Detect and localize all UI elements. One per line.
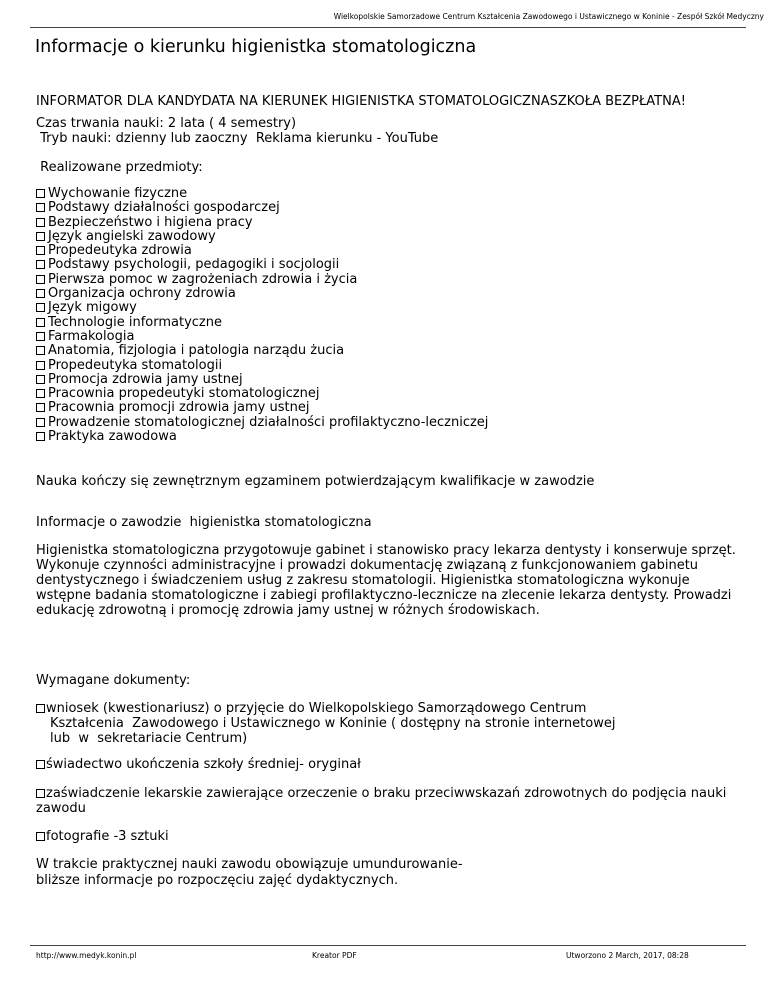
checkbox-icon (36, 704, 45, 713)
footer-generator: Kreator PDF (312, 951, 357, 960)
checkbox-icon (36, 189, 45, 198)
list-item: Farmakologia (36, 330, 488, 344)
exam-note: Nauka kończy się zewnętrznym egzaminem potwierdzającym kwalifikacje w zawodzie (36, 474, 595, 489)
checkbox-icon (36, 303, 45, 312)
checkbox-icon (36, 361, 45, 370)
profession-heading: Informacje o zawodzie higienistka stomatologiczna (36, 515, 372, 530)
list-item: Promocja zdrowia jamy ustnej (36, 373, 488, 387)
list-item: Propedeutyka zdrowia (36, 244, 488, 258)
list-item: fotografie -3 sztuki (36, 829, 169, 844)
checkbox-icon (36, 275, 45, 284)
checkbox-icon (36, 432, 45, 441)
checkbox-icon (36, 332, 45, 341)
checkbox-icon (36, 403, 45, 412)
checkbox-icon (36, 218, 45, 227)
checkbox-icon (36, 375, 45, 384)
list-item: Technologie informatyczne (36, 316, 488, 330)
list-item: Podstawy psychologii, pedagogiki i socjologii (36, 258, 488, 272)
footer-url[interactable]: http://www.medyk.konin.pl (36, 951, 137, 960)
list-item: Pierwsza pomoc w zagrożeniach zdrowia i życia (36, 273, 488, 287)
subjects-heading: Realizowane przedmioty: (36, 160, 203, 175)
list-item: Anatomia, fizjologia i patologia narządu żucia (36, 344, 488, 358)
checkbox-icon (36, 789, 45, 798)
uniform-note-line2: bliższe informacje po rozpoczęciu zajęć dydaktycznych. (36, 873, 399, 888)
list-item: Organizacja ochrony zdrowia (36, 287, 488, 301)
study-mode-text: Tryb nauki: dzienny lub zaoczny Reklama kierunku - YouTube (36, 131, 439, 146)
checkbox-icon (36, 832, 45, 841)
uniform-note-line1: W trakcie praktycznej nauki zawodu obowiązuje umundurowanie- (36, 857, 463, 872)
documents-heading: Wymagane dokumenty: (36, 673, 191, 688)
checkbox-icon (36, 389, 45, 398)
footer-divider (30, 945, 746, 946)
list-item: Prowadzenie stomatologicznej działalności profilaktyczno-leczniczej (36, 416, 488, 430)
list-item: Język migowy (36, 301, 488, 315)
list-item: Propedeutyka stomatologii (36, 359, 488, 373)
footer-created-date: Utworzono 2 March, 2017, 08:28 (566, 951, 689, 960)
page-title: Informacje o kierunku higienistka stomatologiczna (35, 37, 477, 57)
checkbox-icon (36, 318, 45, 327)
list-item: Praktyka zawodowa (36, 430, 488, 444)
checkbox-icon (36, 418, 45, 427)
subjects-list (36, 187, 488, 444)
list-item: Wychowanie fizyczne (36, 187, 488, 201)
list-item: Bezpieczeństwo i higiena pracy (36, 216, 488, 230)
page-header: Wielkopolskie Samorzadowe Centrum Kształcenia Zawodowego i Ustawicznego w Koninie - Zespół Szkół Medyczny (333, 12, 764, 21)
intro-headline: INFORMATOR DLA KANDYDATA NA KIERUNEK HIGIENISTKA STOMATOLOGICZNASZKOŁA BEZPŁATNA! (36, 94, 686, 109)
list-item: Podstawy działalności gospodarczej (36, 201, 488, 215)
checkbox-icon (36, 246, 45, 255)
duration-text: Czas trwania nauki: 2 lata ( 4 semestry) (36, 116, 297, 131)
checkbox-icon (36, 232, 45, 241)
list-item: Pracownia propedeutyki stomatologicznej (36, 387, 488, 401)
checkbox-icon (36, 346, 45, 355)
checkbox-icon (36, 203, 45, 212)
profession-description: Higienistka stomatologiczna przygotowuje gabinet i stanowisko pracy lekarza dentysty i konserwuje sprzęt. Wykonuje czynności administracyjne i prowadzi dokumentację związaną z funkcjonowaniem gabinetu dentystycznego i świadczeniem usług z zakresu stomatologii. Higienistka stomatologiczna wykonuje wstępne badania stomatologiczne i zabiegi profilaktyczno-lecznicze na zlecenie lekarza dentysty. Prowadzi edukację zdrowotną i promocję zdrowia jamy ustnej w różnych środowiskach. (36, 543, 736, 618)
list-item: świadectwo ukończenia szkoły średniej- oryginał (36, 757, 361, 772)
checkbox-icon (36, 260, 45, 269)
list-item: zaświadczenie lekarskie zawierające orzeczenie o braku przeciwwskazań zdrowotnych do podjęcia nauki zawodu (36, 786, 727, 816)
list-item: Język angielski zawodowy (36, 230, 488, 244)
checkbox-icon (36, 760, 45, 769)
header-divider (30, 27, 746, 28)
list-item: wniosek (kwestionariusz) o przyjęcie do Wielkopolskiego Samorządowego Centrum Kształcenia Zawodowego i Ustawicznego w Koninie ( dostępny na stronie internetowej lub w sekretariacie Centrum) (36, 701, 615, 746)
checkbox-icon (36, 289, 45, 298)
list-item: Pracownia promocji zdrowia jamy ustnej (36, 401, 488, 415)
